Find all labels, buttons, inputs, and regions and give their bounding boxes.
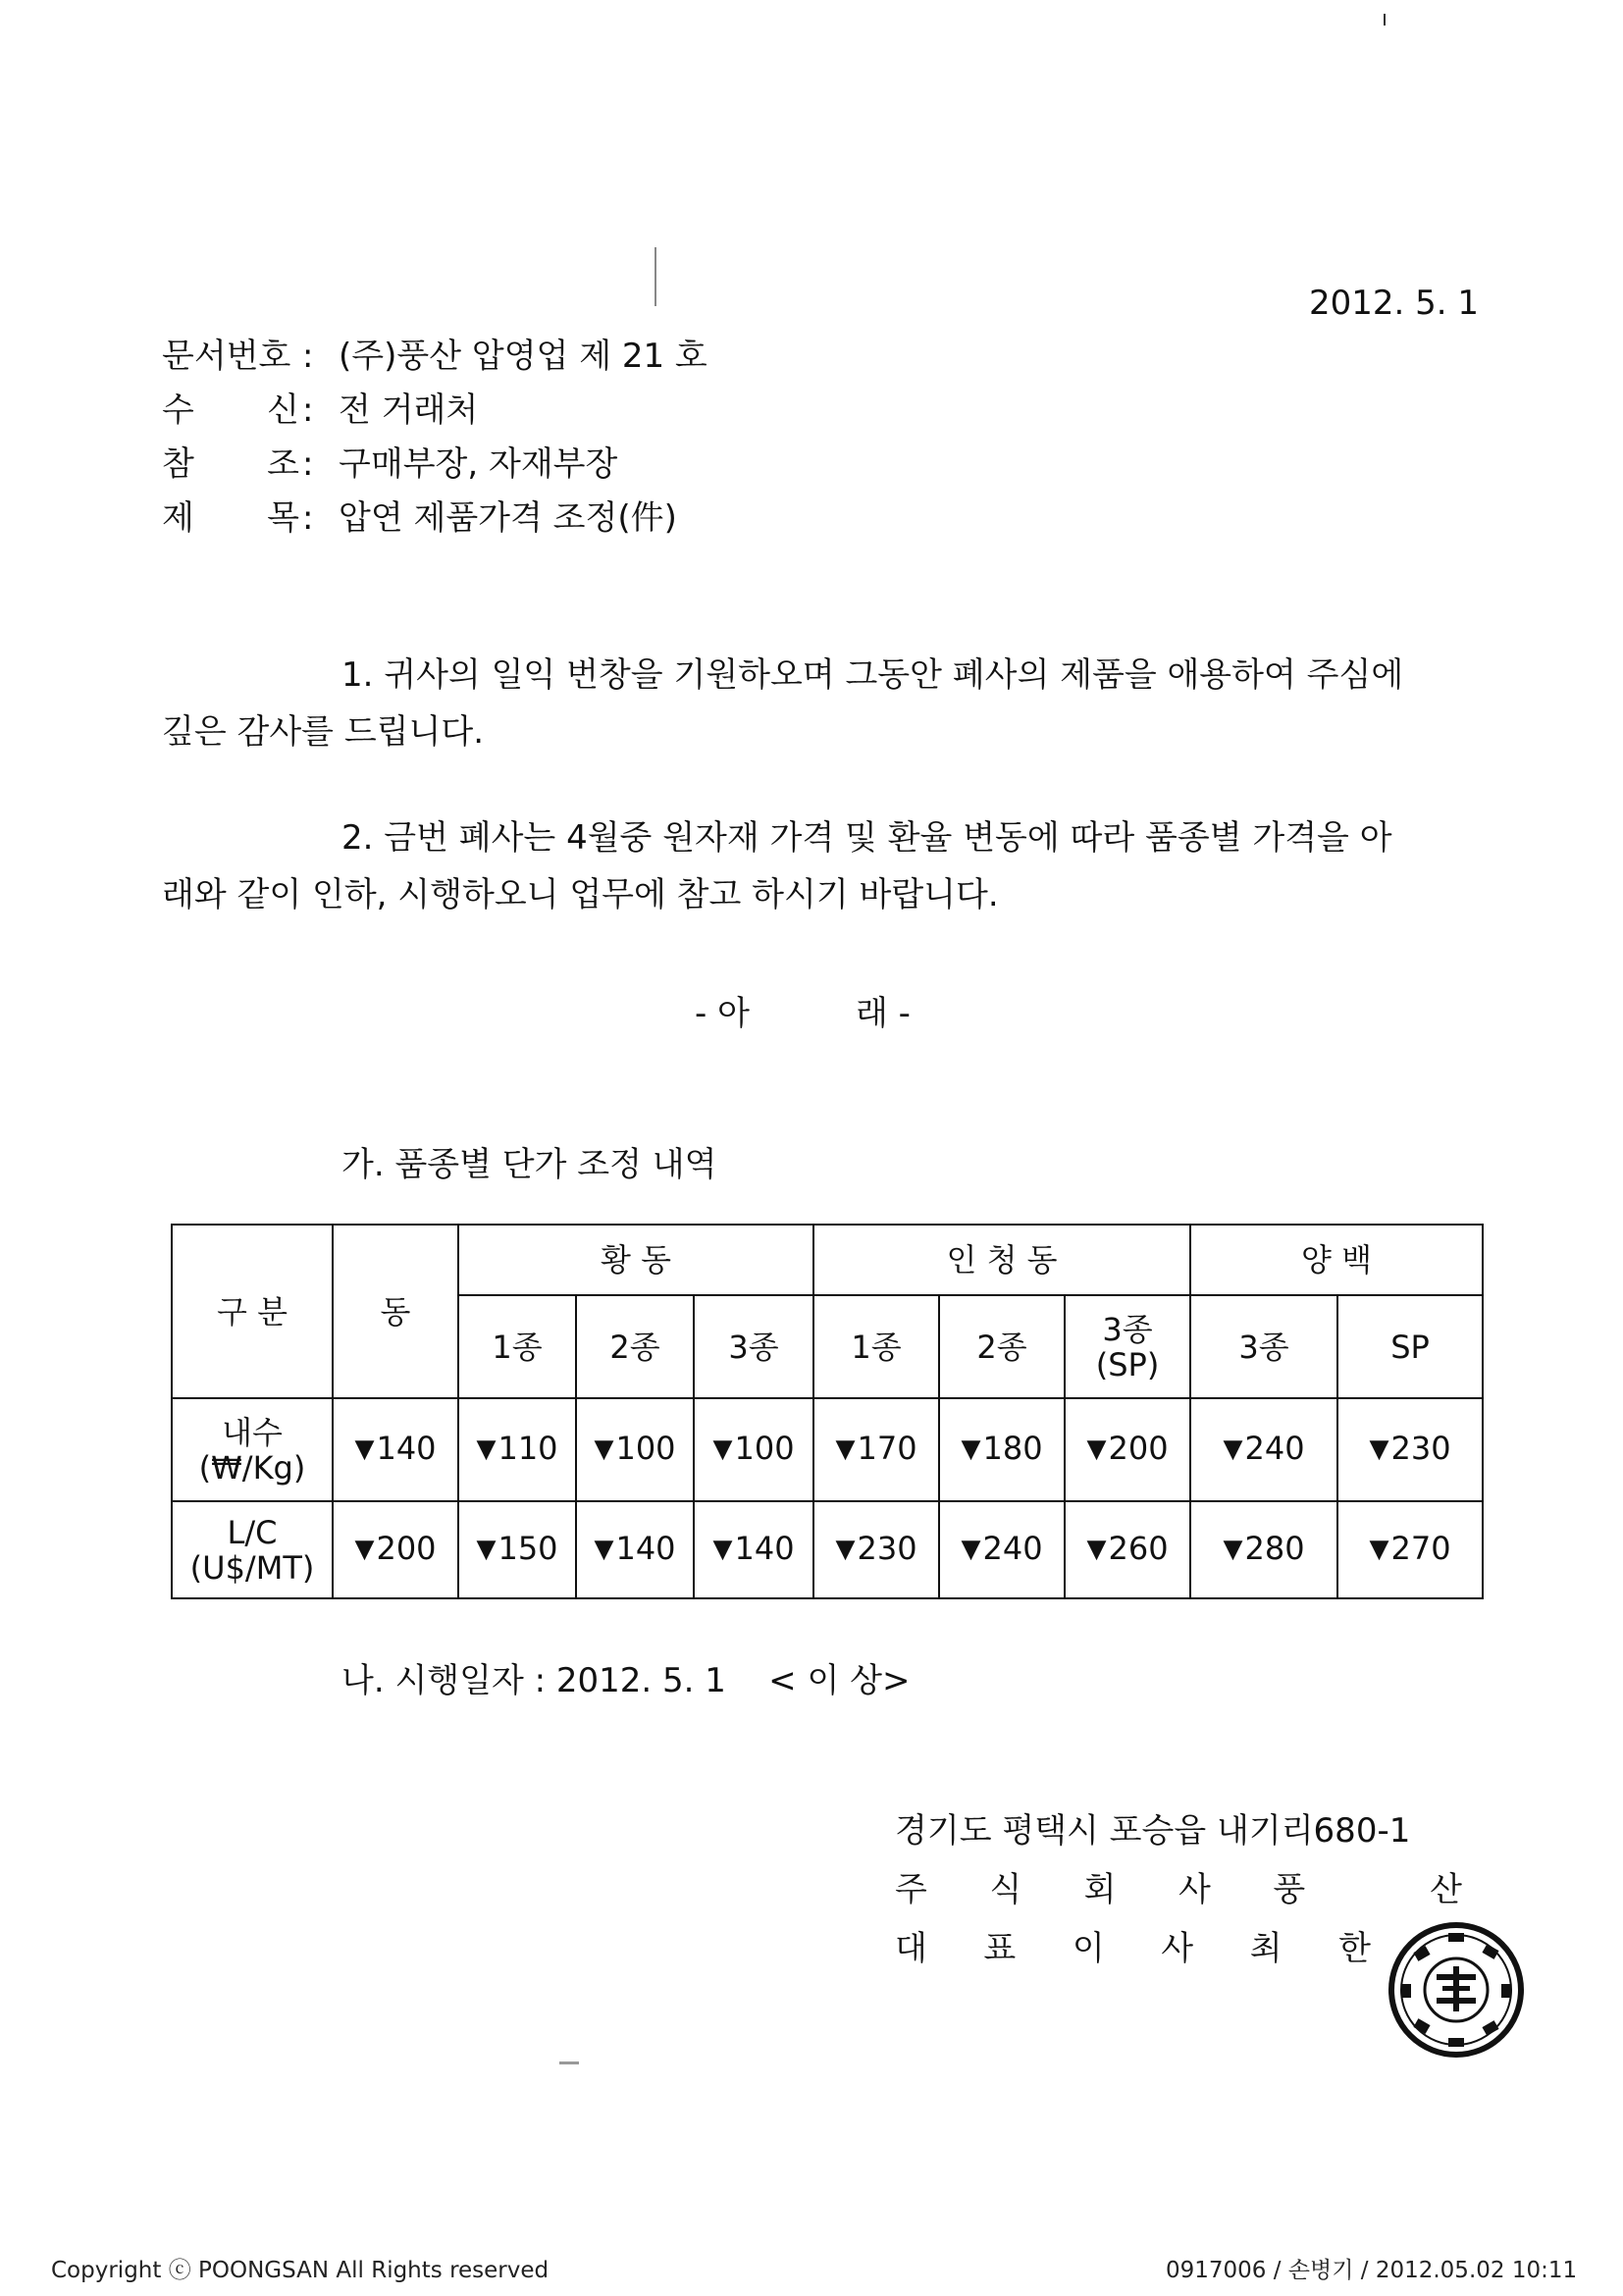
company-seal-stamp (1386, 1919, 1528, 2061)
sender-char: 회 (1083, 1870, 1117, 1909)
price-change-cell (939, 1501, 1065, 1598)
header-colon: : (302, 337, 314, 376)
header-label (162, 391, 299, 430)
down-triangle-icon: ▼ (835, 1535, 856, 1564)
price-change-value: 140 (734, 1530, 795, 1567)
price-change-value: 140 (615, 1530, 676, 1567)
price-change-cell (1337, 1501, 1483, 1598)
subheader-grade: 2종 (576, 1295, 694, 1398)
price-change-value: 200 (376, 1530, 437, 1567)
price-change-cell (1190, 1501, 1337, 1598)
price-change-cell (1337, 1398, 1483, 1501)
price-change-cell (576, 1398, 694, 1501)
down-triangle-icon: ▼ (354, 1535, 375, 1564)
subheader-grade: 1종 (813, 1295, 939, 1398)
down-triangle-icon: ▼ (354, 1435, 375, 1464)
price-change-cell (333, 1501, 458, 1598)
sender-char: 사 (1178, 1870, 1211, 1909)
down-triangle-icon: ▼ (961, 1535, 981, 1564)
price-change-value: 170 (857, 1430, 917, 1467)
header-value: (주)풍산 압영업 제 21 호 (339, 337, 707, 376)
header-label: 문서번호 (162, 337, 291, 376)
header-label (162, 444, 299, 484)
sender-char: 산 (1430, 1870, 1462, 1909)
sender-char: 사 (1161, 1929, 1194, 1968)
company-address: 경기도 평택시 포승읍 내기리680-1 (895, 1811, 1411, 1851)
price-change-value: 110 (497, 1430, 558, 1467)
price-adjustment-table (171, 1224, 1484, 1599)
footer-copyright: Copyright ⓒ POONGSAN All Rights reserved (51, 2258, 550, 2283)
footer-document-info: 0917006 / 손병기 / 2012.05.02 10:11 (1166, 2258, 1578, 2283)
sender-char: 주 (895, 1870, 927, 1909)
down-triangle-icon: ▼ (476, 1435, 497, 1464)
row-label: 내수 (₩/Kg) (172, 1398, 333, 1501)
price-change-cell (813, 1398, 939, 1501)
row-label: L/C (U$/MT) (172, 1501, 333, 1598)
sender-char: 대 (895, 1929, 927, 1968)
header-value: 구매부장, 자재부장 (339, 444, 618, 484)
section-a-title: 가. 품종별 단가 조정 내역 (341, 1145, 717, 1184)
price-change-value: 230 (1390, 1430, 1451, 1467)
header-colon: : (302, 391, 314, 430)
price-change-value: 200 (1108, 1430, 1169, 1467)
header-label-char: 제 (162, 498, 194, 538)
header-label-char: 목 (267, 498, 299, 538)
section-b-effective-date: 나. 시행일자 : 2012. 5. 1 < 이 상> (341, 1661, 911, 1700)
notice-heading: - 아 래 - (695, 994, 911, 1033)
header-label-char: 조 (267, 444, 299, 484)
price-change-cell (813, 1501, 939, 1598)
price-change-cell (333, 1398, 458, 1501)
down-triangle-icon: ▼ (961, 1435, 981, 1464)
sender-char: 한 (1338, 1929, 1371, 1968)
paragraph-2-line-2: 래와 같이 인하, 시행하오니 업무에 참고 하시기 바랍니다. (162, 875, 999, 914)
scan-artifact (1384, 14, 1386, 26)
header-copper: 동 (333, 1225, 458, 1398)
price-change-cell (1190, 1398, 1337, 1501)
subheader-grade: 1종 (458, 1295, 576, 1398)
down-triangle-icon: ▼ (1223, 1535, 1243, 1564)
subheader-grade: 3종 (SP) (1065, 1295, 1190, 1398)
down-triangle-icon: ▼ (712, 1535, 733, 1564)
scan-artifact (654, 247, 656, 306)
paragraph-1-line-1: 1. 귀사의 일익 번창을 기원하오며 그동안 폐사의 제품을 애용하여 주심에 (341, 655, 1404, 695)
price-change-value: 270 (1390, 1530, 1451, 1567)
price-change-cell (694, 1501, 813, 1598)
down-triangle-icon: ▼ (1086, 1535, 1107, 1564)
price-change-cell (939, 1398, 1065, 1501)
price-change-cell (458, 1501, 576, 1598)
table-row (172, 1398, 1483, 1501)
price-change-cell (694, 1398, 813, 1501)
subheader-grade: SP (1337, 1295, 1483, 1398)
price-change-value: 280 (1244, 1530, 1305, 1567)
down-triangle-icon: ▼ (835, 1435, 856, 1464)
down-triangle-icon: ▼ (476, 1535, 497, 1564)
header-value: 전 거래처 (339, 391, 479, 430)
down-triangle-icon: ▼ (1369, 1435, 1389, 1464)
header-brass: 황 동 (458, 1225, 813, 1295)
sender-char: 식 (989, 1870, 1022, 1909)
header-label-char: 참 (162, 444, 194, 484)
subheader-grade: 3종 (1190, 1295, 1337, 1398)
price-change-value: 240 (982, 1530, 1043, 1567)
price-change-value: 140 (376, 1430, 437, 1467)
paragraph-1-line-2: 깊은 감사를 드립니다. (162, 712, 485, 752)
header-nickel-silver: 양 백 (1190, 1225, 1483, 1295)
sender-char: 이 (1072, 1929, 1105, 1968)
down-triangle-icon: ▼ (1223, 1435, 1243, 1464)
sender-char: 표 (983, 1929, 1017, 1968)
price-change-cell (1065, 1501, 1190, 1598)
sender-char: 풍 (1273, 1870, 1306, 1909)
price-change-value: 230 (857, 1530, 917, 1567)
price-change-cell (458, 1398, 576, 1501)
price-change-value: 100 (734, 1430, 795, 1467)
document-date: 2012. 5. 1 (1309, 284, 1480, 323)
price-change-value: 100 (615, 1430, 676, 1467)
price-change-cell (576, 1501, 694, 1598)
header-label-char: 수 (162, 391, 194, 430)
price-change-value: 260 (1108, 1530, 1169, 1567)
price-change-value: 240 (1244, 1430, 1305, 1467)
header-label (162, 498, 299, 538)
subheader-grade: 2종 (939, 1295, 1065, 1398)
down-triangle-icon: ▼ (594, 1435, 614, 1464)
company-name (895, 1870, 1462, 1909)
down-triangle-icon: ▼ (1369, 1535, 1389, 1564)
price-change-value: 150 (497, 1530, 558, 1567)
header-colon: : (302, 444, 314, 484)
header-colon: : (302, 498, 314, 538)
price-change-cell (1065, 1398, 1190, 1501)
subheader-grade: 3종 (694, 1295, 813, 1398)
paragraph-2-line-1: 2. 금번 폐사는 4월중 원자재 가격 및 환율 변동에 따라 품종별 가격을 아 (341, 818, 1392, 858)
down-triangle-icon: ▼ (712, 1435, 733, 1464)
ceo-name (895, 1929, 1371, 1968)
down-triangle-icon: ▼ (594, 1535, 614, 1564)
header-label-char: 신 (267, 391, 299, 430)
scan-artifact (559, 2061, 579, 2064)
header-phosphor-bronze: 인 청 동 (813, 1225, 1190, 1295)
price-change-value: 180 (982, 1430, 1043, 1467)
header-category: 구 분 (172, 1225, 333, 1398)
down-triangle-icon: ▼ (1086, 1435, 1107, 1464)
sender-char: 최 (1249, 1929, 1283, 1968)
header-value: 압연 제품가격 조정(件) (339, 498, 677, 538)
table-row (172, 1501, 1483, 1598)
